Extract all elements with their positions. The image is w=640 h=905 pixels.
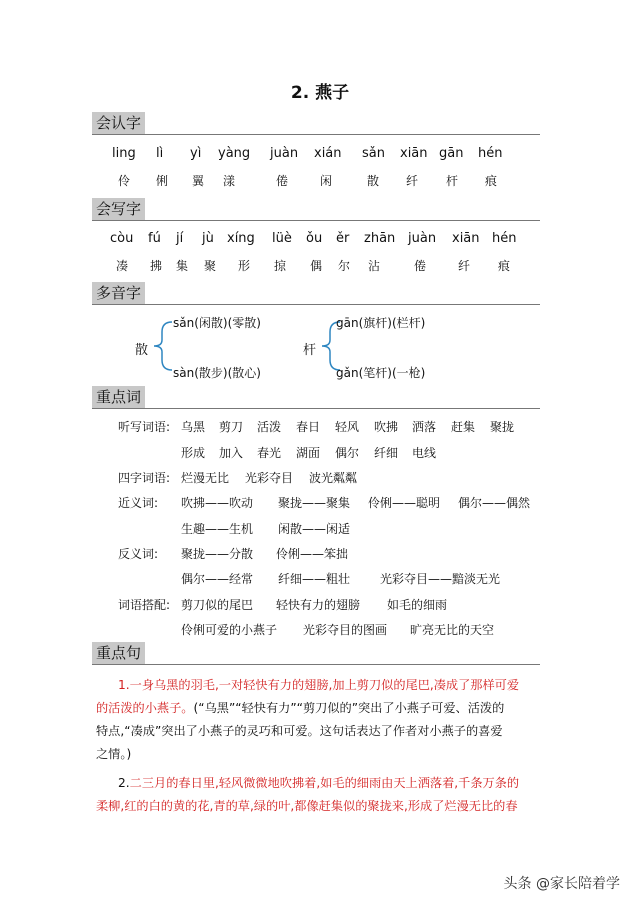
- sentence-text: 的活泼的小燕子。: [96, 701, 194, 715]
- pinyin: xián: [314, 146, 342, 161]
- sentence-note: (“乌黑”“轻快有力”“剪刀似的”突出了小燕子可爱、活泼的: [193, 701, 505, 715]
- pinyin: juàn: [408, 231, 437, 246]
- hanzi: 掠: [274, 259, 287, 273]
- sentence-2-line-1: [118, 772, 538, 795]
- hanzi: 漾: [223, 174, 236, 188]
- sentence-1-line-4: 之情。): [96, 747, 132, 761]
- hanzi: 集: [176, 259, 189, 273]
- keyword: 春光: [257, 446, 282, 460]
- hanzi: 形: [238, 259, 251, 273]
- keyword: 生趣——生机: [181, 522, 254, 536]
- hanzi: 纤: [458, 259, 471, 273]
- hanzi: 伶: [118, 174, 131, 188]
- hanzi: 散: [367, 174, 380, 188]
- pinyin: yì: [190, 146, 202, 161]
- pinyin: sǎn: [362, 146, 385, 161]
- keyword-label-antonym: 反义词:: [118, 547, 159, 561]
- pinyin: gān: [439, 146, 464, 161]
- hanzi: 倦: [414, 259, 427, 273]
- keyword: 乌黑: [181, 420, 206, 434]
- keyword-label-four: 四字词语:: [118, 471, 171, 485]
- keyword: 伶俐——聪明: [368, 496, 441, 510]
- sentence-number: 2.: [118, 776, 130, 790]
- sentence-1-line-1: [118, 674, 538, 697]
- pinyin: jù: [202, 231, 214, 246]
- hanzi: 拂: [150, 259, 163, 273]
- keyword: 纤细——粗壮: [278, 572, 351, 586]
- section-header-recognize: 会认字: [92, 112, 145, 134]
- section-divider: [92, 304, 540, 305]
- keyword: 轻快有力的翅膀: [276, 598, 361, 612]
- pinyin: ling: [112, 146, 136, 161]
- keyword: 如毛的细雨: [387, 598, 448, 612]
- keyword: 闲散——闲适: [278, 522, 351, 536]
- keyword: 伶俐——笨拙: [276, 547, 349, 561]
- keyword: 聚拢——分散: [181, 547, 254, 561]
- hanzi: 翼: [192, 174, 205, 188]
- keyword: 电线: [412, 446, 437, 460]
- sentence-text: 二三月的春日里,轻风微微地吹拂着,如毛的细雨由天上洒落着,千条万条的: [129, 776, 520, 790]
- keyword: 旷亮无比的天空: [410, 623, 495, 637]
- pinyin: xíng: [227, 231, 255, 246]
- hanzi: 闲: [320, 174, 333, 188]
- keyword: 伶俐可爱的小燕子: [181, 623, 278, 637]
- page-title: 2. 燕子: [290, 83, 350, 103]
- hanzi: 偶: [310, 259, 323, 273]
- keyword: 剪刀似的尾巴: [181, 598, 254, 612]
- hanzi: 尔: [338, 259, 351, 273]
- pinyin: còu: [110, 231, 134, 246]
- polyphone-reading: sàn(散步)(散心): [173, 366, 261, 380]
- pinyin: ǒu: [306, 231, 323, 246]
- hanzi: 杆: [446, 174, 459, 188]
- keyword: 湖面: [296, 446, 321, 460]
- keyword-label-collocation: 词语搭配:: [118, 598, 171, 612]
- keyword: 洒落: [412, 420, 437, 434]
- section-header-polyphone: 多音字: [92, 282, 145, 304]
- pinyin: hén: [478, 146, 503, 161]
- hanzi: 痕: [498, 259, 511, 273]
- section-header-write: 会写字: [92, 198, 145, 220]
- sentence-2-line-2: 柔柳,红的白的黄的花,青的草,绿的叶,都像赶集似的聚拢来,形成了烂漫无比的春: [96, 799, 518, 813]
- keyword: 聚拢: [490, 420, 515, 434]
- sentence-1-line-2: [96, 697, 536, 720]
- brace-icon: [150, 318, 174, 374]
- keyword: 偶尔: [335, 446, 360, 460]
- section-divider: [92, 664, 540, 665]
- keyword: 烂漫无比: [181, 471, 230, 485]
- keyword-label-synonym: 近义词:: [118, 496, 159, 510]
- pinyin: xiān: [452, 231, 480, 246]
- write-char-row: [108, 257, 528, 277]
- section-divider: [92, 134, 540, 135]
- keyword: 偶尔——偶然: [458, 496, 531, 510]
- keyword: 吹拂——吹动: [181, 496, 254, 510]
- polyphone-reading: gān(旗杆)(栏杆): [336, 316, 426, 330]
- pinyin: lì: [156, 146, 164, 161]
- section-divider: [92, 220, 540, 221]
- keyword: 加入: [219, 446, 244, 460]
- hanzi: 俐: [156, 174, 169, 188]
- pinyin: zhān: [364, 231, 396, 246]
- keyword: 赶集: [451, 420, 476, 434]
- keyword: 波光粼粼: [309, 471, 358, 485]
- recognize-char-row: [108, 172, 528, 192]
- section-header-sentences: 重点句: [92, 642, 145, 664]
- hanzi: 凑: [116, 259, 129, 273]
- hanzi: 聚: [204, 259, 217, 273]
- keyword: 光彩夺目——黯淡无光: [380, 572, 501, 586]
- pinyin: xiān: [400, 146, 428, 161]
- sentence-1-line-3: 特点,“凑成”突出了小燕子的灵巧和可爱。这句话表达了作者对小燕子的喜爱: [96, 724, 503, 738]
- polyphone-reading: sǎn(闲散)(零散): [173, 316, 261, 330]
- keyword: 偶尔——经常: [181, 572, 254, 586]
- keyword: 活泼: [257, 420, 282, 434]
- sentence-text: 1.一身乌黑的羽毛,一对轻快有力的翅膀,加上剪刀似的尾巴,凑成了那样可爱: [118, 678, 520, 692]
- section-divider: [92, 408, 540, 409]
- pinyin: ěr: [336, 231, 350, 246]
- hanzi: 沾: [368, 259, 381, 273]
- watermark: 头条 @家长陪着学: [503, 876, 620, 892]
- pinyin: lüè: [272, 231, 292, 246]
- keyword: 轻风: [335, 420, 360, 434]
- polyphone-char: 杆: [303, 343, 317, 358]
- keyword: 纤细: [374, 446, 399, 460]
- hanzi: 痕: [485, 174, 498, 188]
- keyword: 形成: [181, 446, 206, 460]
- polyphone-char: 散: [135, 343, 149, 358]
- keyword-label-listen: 听写词语:: [118, 420, 171, 434]
- keyword: 剪刀: [219, 420, 244, 434]
- pinyin: jí: [176, 231, 184, 246]
- pinyin: yàng: [218, 146, 251, 161]
- keyword: 吹拂: [374, 420, 399, 434]
- hanzi: 倦: [276, 174, 289, 188]
- keyword: 光彩夺目: [245, 471, 294, 485]
- keyword: 春日: [296, 420, 321, 434]
- pinyin: fú: [148, 231, 161, 246]
- section-header-keywords: 重点词: [92, 386, 145, 408]
- pinyin: hén: [492, 231, 517, 246]
- keyword: 光彩夺目的图画: [303, 623, 388, 637]
- write-pinyin-row: [108, 231, 528, 251]
- pinyin: juàn: [270, 146, 299, 161]
- hanzi: 纤: [406, 174, 419, 188]
- polyphone-reading: gǎn(笔杆)(一枪): [336, 366, 426, 380]
- keyword: 聚拢——聚集: [278, 496, 351, 510]
- recognize-pinyin-row: [108, 146, 528, 166]
